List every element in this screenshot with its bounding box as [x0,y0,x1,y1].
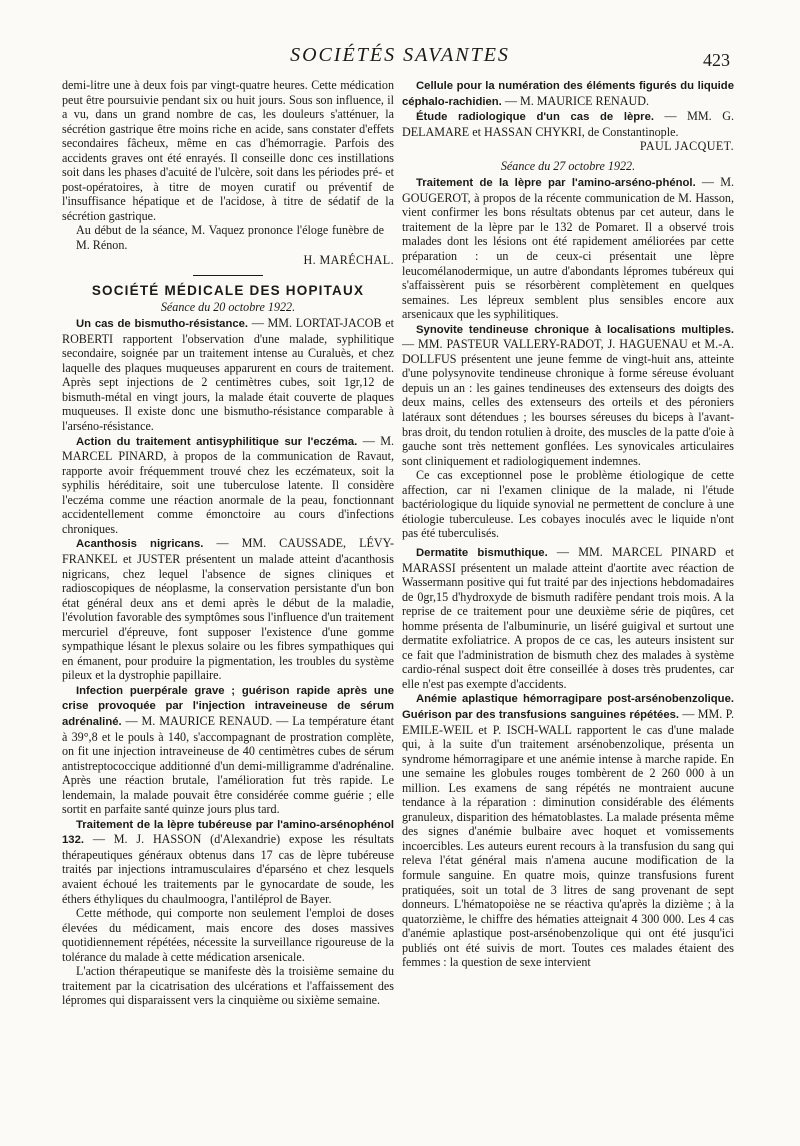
entry-body: — M. MAURICE RENAUD. — La température étant à 39°,8 et le pouls à 140, s'accompagnant de prostration complète, on fit une injection intraveineuse de 40 centimètres cubes de sérum antistreptococcique additionné d'un demi-milligramme d'adrénaline. Après une réaction brutale, l'amélioration fut très rapide. Le lendemain, la malade pouvait être considérée comme guérie ; elle sortit en parfaite santé quinze jours plus tard. [62,713,394,817]
section-signature: PAUL JACQUET. [639,139,734,154]
society-heading: SOCIÉTÉ MÉDICALE DES HOPITAUX [91,283,365,299]
session-date: Séance du 27 octobre 1922. [500,158,636,173]
entry-paragraph [402,322,734,468]
entry-heading: Un cas de bismutho-résistance. [76,318,249,331]
entry-body: — MM. P. EMILE-WEIL et P. ISCH-WALL rapportent le cas d'une malade qui, à la suite d'un traitement arsénobenzolique, présenta un syndrome hémorragipare et une anémie intense à marche rapide. En une semaine les globules rouges tombèrent de 2 260 000 à un million. Les examens de sang répétés ne montraient aucune tendance à la réparation : diminution considérable des éléments granuleux, disparition des hématoblastes. La malade présenta même des signes d'anémie bulbaire avec hoquet et vomissements incoercibles. Les auteurs eurent recours à la transfusion du sang qui releva l'état général mais n'amena aucune modification de la formule sanguine. En quatre mois, quinze transfusions furent pratiquées, soit un total de 3 litres de sang provenant de sept donneurs. L'hématopoièse ne se réactiva qu'après la dizième ; à la quatorzième, le chiffre des hématies atteignait 4 300 000. Les 4 cas d'anémie aplastique post-arsénobenzolique qui ont été jusqu'ici publiés ont été suivis de mort. Toutes ces malades étaient des femmes : la question de sexe intervient [402,706,734,970]
entry-paragraph [62,536,394,682]
running-title: SOCIÉTÉS SAVANTES [290,44,510,66]
entry-body: — MM. LORTAT-JACOB et ROBERTI rapportent l'observation d'une malade, syphilitique secondaire, soignée par un traitement intense au Curaluès, et chez laquelle des plaques muqueuses apparurent en cours de traitement. Après sept injections de 2 centimètres cubes, soit 1gr,12 de bismuth-métal en vingt jours, la malade était couverte de plaques muqueuses. Il existe donc une bismutho-résistance comparable à l'arséno-résistance. [62,316,394,434]
entry-heading: Synovite tendineuse chronique à localisations multiples. [416,323,734,336]
entry-paragraph [402,691,734,969]
entry-body: — MM. PASTEUR VALLERY-RADOT, J. HAGUENAU et M.-A. DOLLFUS présentent une jeune femme de vingt-huit ans, atteinte d'une polysynovite tendineuse chronique à forme séreuse évoluant depuis un an : les gaines tendineuses des extenseurs des doigts des deux mains, celles des extenseurs des orteils et des péroniers latéraux sont détendues ; les bourses séreuses du biceps à l'avant-bras droit, du tendon rotulien à droite, des muscles de la patte d'oie à gauche sont très nettement gonflées. Les synovicales articulaires sont cliniquement et radiologiquement indemnes. [402,337,734,468]
intro-signature: H. MARÉCHAL. [303,252,394,267]
entry-paragraph [402,78,734,109]
body-paragraph: Cette méthode, qui comporte non seulement l'emploi de doses élevées du médicament, mais encore des doses massives quotidiennement répétées, nécessite la surveillance rigoureuse de la tolérance du malade à cette médication arsenicale. [62,906,394,964]
entry-paragraph [62,683,394,817]
intro-signoff [62,223,394,252]
session-date: Séance du 20 octobre 1922. [160,299,296,314]
entry-body: — M. MAURICE RENAUD. [501,93,649,108]
entry-paragraph [402,109,734,139]
section-divider [193,275,263,276]
entry-paragraph [402,545,734,691]
left-column [62,78,394,1008]
intro-eulogy-text: Au début de la séance, M. Vaquez prononce l'éloge funèbre de M. Rénon. [76,223,384,253]
right-column [402,78,734,970]
entry-heading: Cellule pour la numération des éléments figurés du liquide céphalo-rachidien. [402,80,734,108]
entry-body: — M. GOUGEROT, à propos de la récente communication de M. Hasson, vient confirmer les bons résultats obtenus par cet auteur, dans le traitement de la lèpre par le 132 de Pomaret. Il a observé trois malades dont les lésions ont été rapidement améliorées par cette préparation : un de ceux-ci présentait une lèpre leucomélanodermique, un autre d'abondants lépromes tubéreux qui s'affaissèrent puis se résorbèrent complètement en quelques semaines. Les lépreux semblent plus sensibles encore aux arsenicaux que les syphilitiques. [402,175,734,322]
entry-heading: Anémie aplastique hémorragipare post-arsénobenzolique. Guérison par des transfusions sanguines répétées. [402,693,734,721]
entry-heading: Dermatite bismuthique. [416,546,548,559]
entry-paragraph [62,316,394,433]
entry-paragraph [402,175,734,321]
entry-body: — MM. G. DELAMARE et HASSAN CHYKRI, de Constantinople. [402,109,734,139]
entry-heading: Traitement de la lèpre par l'amino-arséno-phénol. [416,177,696,190]
entry-body: — M. J. HASSON (d'Alexandrie) expose les résultats thérapeutiques généraux obtenus dans 17 cas de lèpre tubéreuse traités par injections intramusculaires d'éparséno et chez lesquels avaient échoué les traitements par le gynocardate de soude, les éthers éthyliques du chaulmoogra, l'antiléprol de Bayer. [62,832,394,906]
body-paragraph: Ce cas exceptionnel pose le problème étiologique de cette affection, car ni l'examen clinique de la malade, ni l'étude bactériologique du liquide synovial ne permettent de conclure à une étiologie tuberculeuse. Les cobayes inoculés avec le liquide n'ont pas été tuberculisés. [402,468,734,541]
entry-heading: Traitement de la lèpre tubéreuse par l'amino-arsénophénol 132. [62,818,394,847]
entry-paragraph [62,817,394,906]
entry-heading: Action du traitement antisyphilitique sur l'eczéma. [76,435,358,448]
entry-body: — MM. MARCEL PINARD et MARASSI présentent un malade atteint d'aortite avec réaction de Wassermann positive qui fut traité par des injections hebdomadaires de 0gr,15 d'hydroxyde de bismuth radifère pendant trois mois. A la reprise de ce traitement pour une deuxième série de piqûres, cet homme présenta de l'albuminurie, un liséré guigival et surtout une dermatite exfoliatrice. A propos de ce cas, les auteurs insistent sur ce fait que l'administration de bismuth chez des malades à système cardio-rénal suspect doit être conseillée à doses très prudentes, car elle n'est pas exempte d'accidents. [402,544,735,691]
entry-body: — M. MARCEL PINARD, à propos de la communication de Ravaut, rapporte avoir fréquemment trouvé chez les eczémateux, soit la syphilis héréditaire, soit une tuberculose latente. Il considère l'eczéma comme une réaction anormale de la peau, fonctionnant accidentellement comme émonctoire au cours d'infections chroniques. [62,433,394,536]
entry-heading: Acanthosis nigricans. [76,538,204,551]
entry-paragraph [62,434,394,537]
entry-heading: Infection puerpérale grave ; guérison rapide après une crise provoquée par l'injection intraveineuse de sérum adrénaliné. [62,684,394,728]
page-number: 423 [703,50,730,70]
intro-paragraph: demi-litre une à deux fois par vingt-quatre heures. Cette médication peut être poursuivie pendant six ou huit jours. Sous son influence, il a vu, dans un grand nombre de cas, les douleurs s'atténuer, la sécrétion gastrique être moins riche en acide, sans constater d'effets secondaires fâcheux, même en cas d'hémorragie. Parfois des accidents graves ont été enrayés. Il conseille donc ces instillations soit dans les phases d'acuité de l'ulcère, soit dans les périodes pré- et post-opératoires, à titre de moyen curatif ou préventif de l'insuffisance hépatique et de l'acidose, à titre de sédatif de la sécrétion gastrique. [62,78,394,223]
body-paragraph: L'action thérapeutique se manifeste dès la troisième semaine du traitement par la cicatrisation des ulcérations et l'affaissement des lépromes qui disparaissent vers la cinquième ou sixième semaine. [62,964,394,1008]
entry-body: — MM. CAUSSADE, LÉVY-FRANKEL et JUSTER présentent un malade atteint d'acanthosis nigricans, chez lequel l'absence de signes cliniques et radioscopiques de néoplasme, la conservation persistante d'un bon état général deux ans et demi après le début de la maladie, l'évolution favorable des symptômes sous l'influence d'un traitement mercuriel d'épreuve, font supposer l'existence d'une gomme sympathique lésant le plexus solaire ou les fibres sympathiques qui en émanent, pour produire la pigmentation, les troubles du système pileux et la dystrophie papillaire. [62,536,394,683]
entry-heading: Étude radiologique d'un cas de lèpre. [416,111,654,124]
